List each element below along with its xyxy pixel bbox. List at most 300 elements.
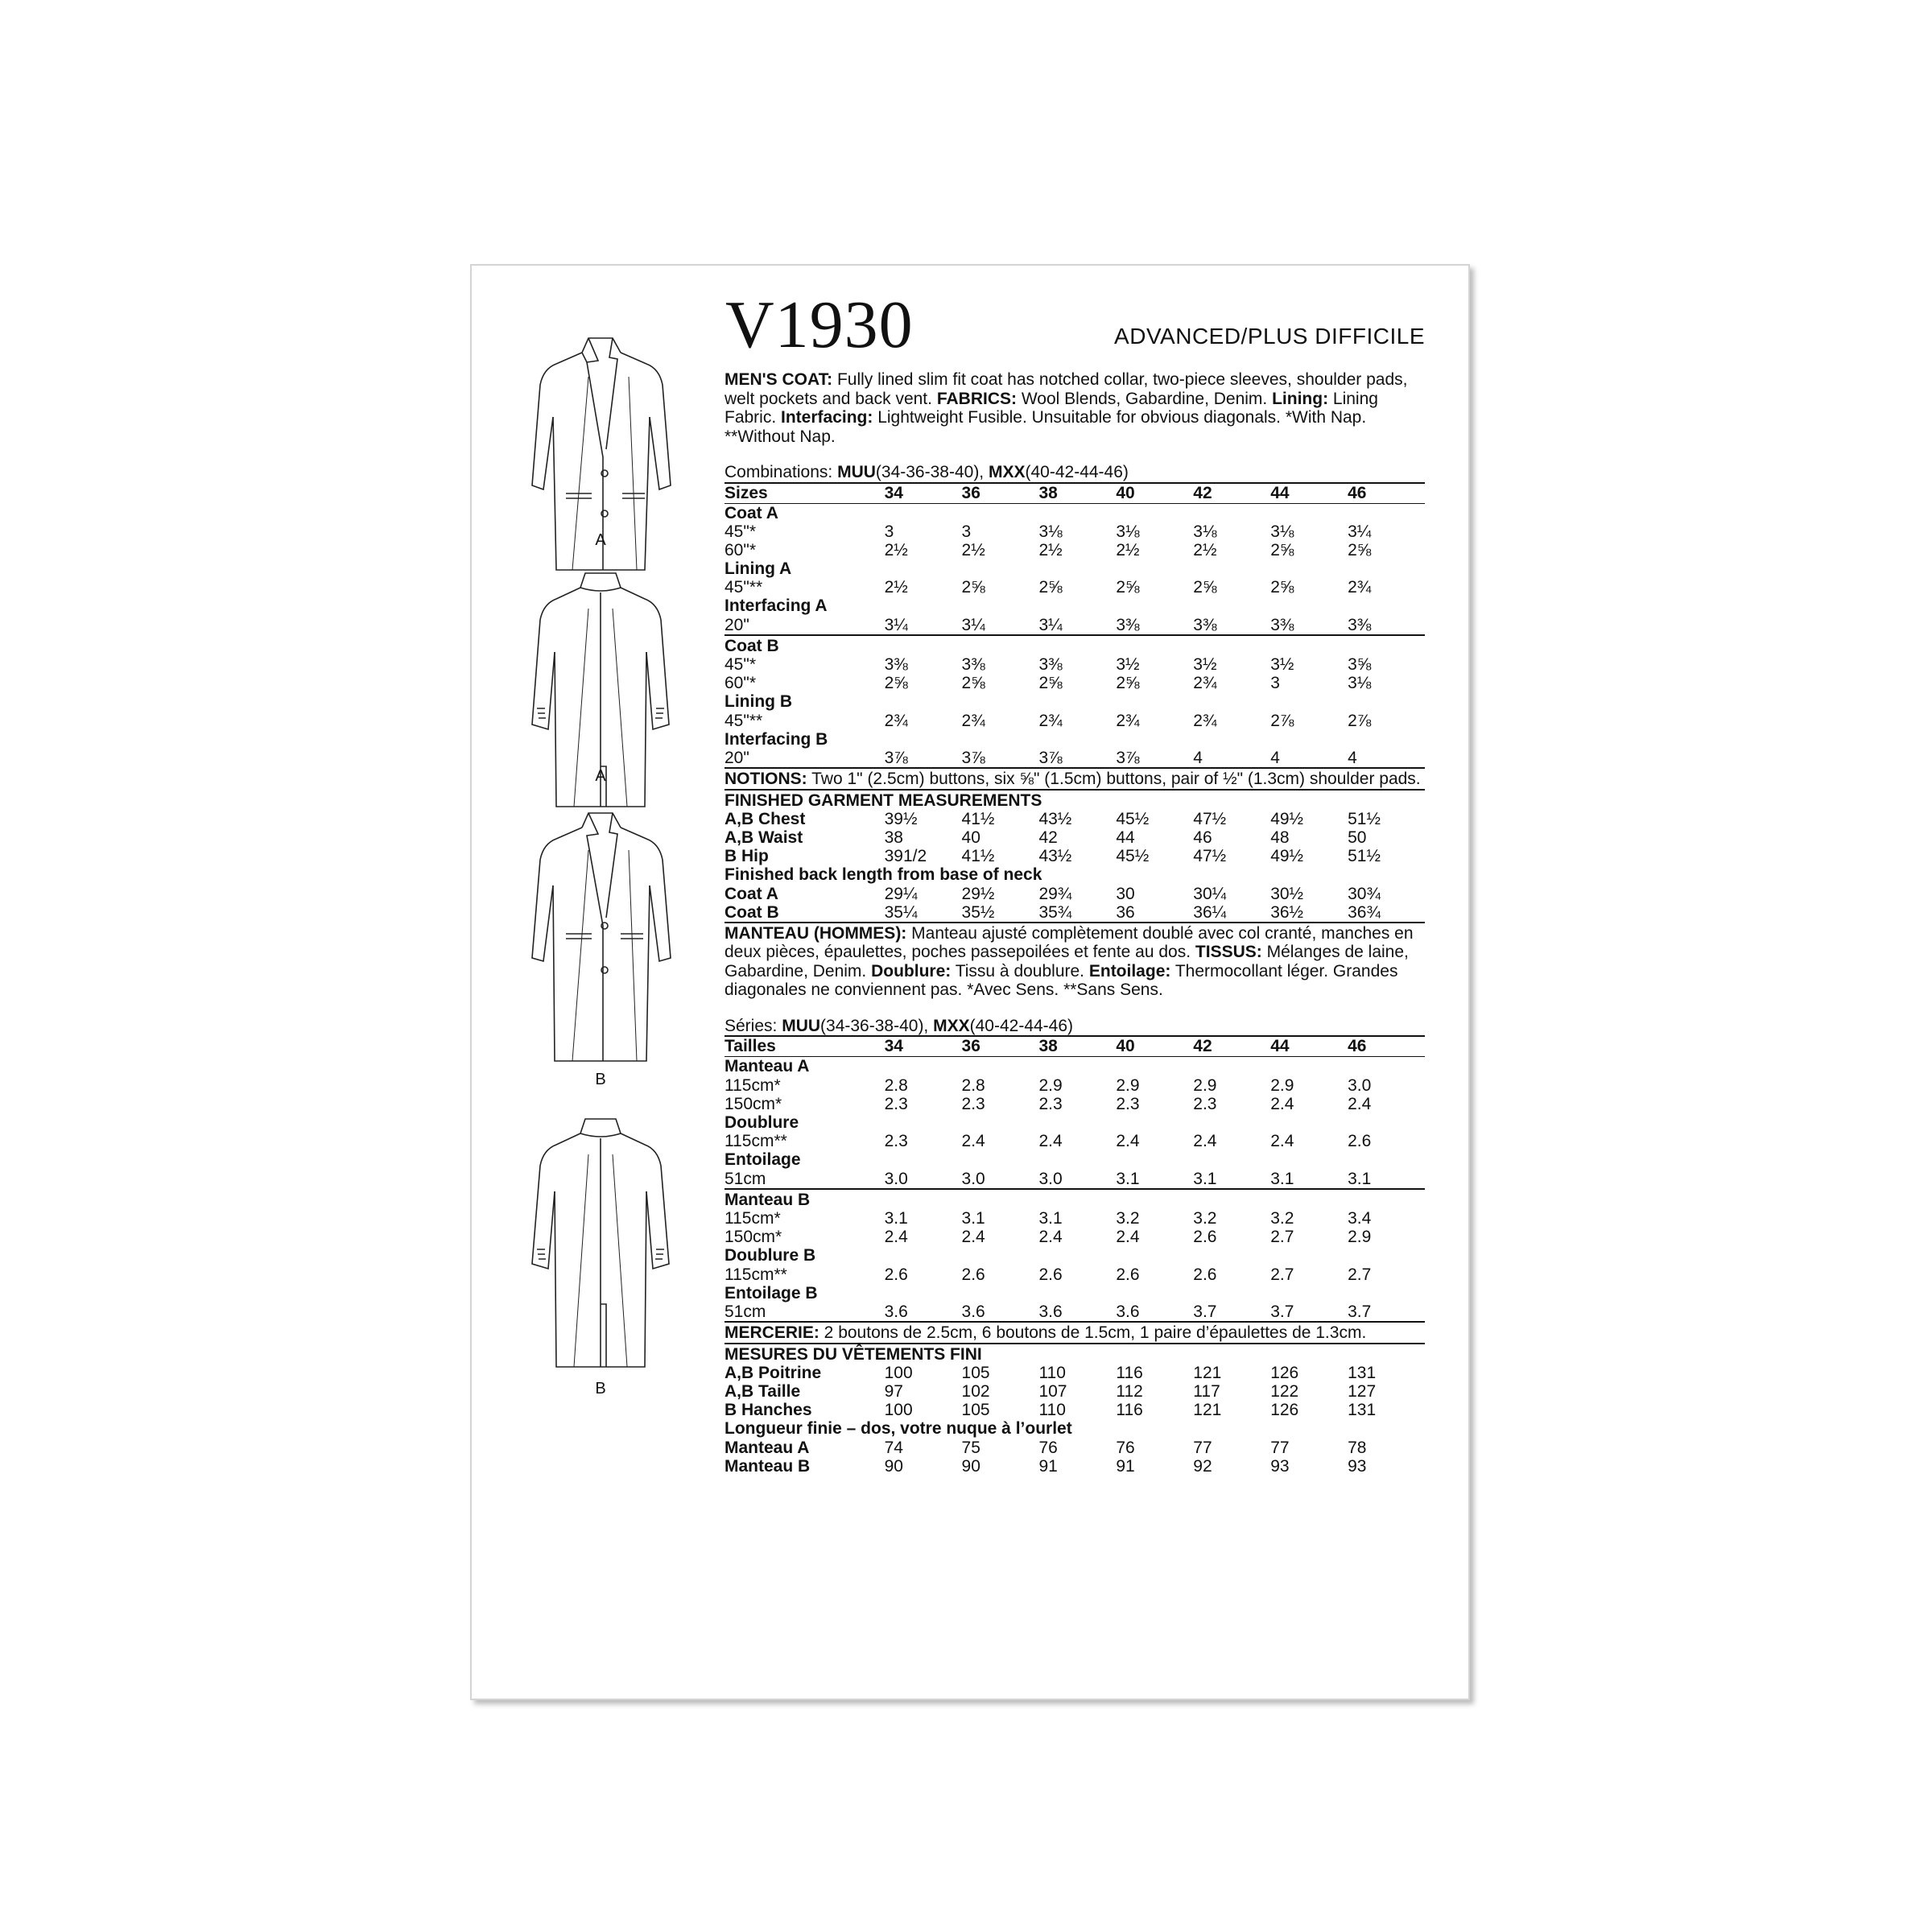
value-cell: 36¾ [1348, 902, 1381, 922]
value-cell: 3.2 [1270, 1208, 1294, 1228]
yardage-group-title: Interfacing A [724, 597, 828, 616]
pattern-number: V1930 [725, 287, 914, 362]
value-cell: 2.9 [1270, 1075, 1294, 1095]
size-header-cell: 34 [884, 483, 903, 502]
value-cell: 2.4 [884, 1228, 908, 1247]
value-cell: 3.0 [1348, 1075, 1372, 1095]
row-label: A,B Waist [724, 828, 803, 847]
value-cell: 116 [1116, 1363, 1143, 1382]
value-cell: 2½ [1116, 540, 1140, 559]
value-cell: 3⅝ [1348, 655, 1372, 674]
value-cell: 76 [1038, 1438, 1058, 1457]
value-cell: 47½ [1193, 809, 1227, 828]
finished-measurements-title: MESURES DU VÊTEMENTS FINI [724, 1344, 982, 1364]
value-cell: 36½ [1270, 902, 1304, 922]
measurement-row [724, 1382, 1425, 1401]
value-cell: 100 [884, 1401, 913, 1420]
back-length-row [724, 1457, 1425, 1476]
row-label: 60"* [724, 540, 756, 559]
row-label: 45"* [724, 655, 756, 674]
value-cell: 3¼ [961, 615, 985, 634]
value-cell: 4 [1193, 748, 1203, 767]
value-cell: 2⅝ [1038, 578, 1063, 597]
yardage-group-title: Doublure [724, 1113, 799, 1132]
yardage-row [724, 541, 1425, 559]
value-cell: 3⅛ [1116, 522, 1140, 541]
french-combinations: Séries: MUU(34-36-38-40), MXX(40-42-44-46) [724, 1016, 1074, 1035]
back-length-title: Finished back length from base of neck [724, 865, 1042, 885]
value-cell: 3⅜ [1270, 615, 1294, 634]
coat-back-short-icon [508, 564, 693, 829]
size-header-cell: 44 [1270, 1037, 1290, 1056]
value-cell: 3½ [1193, 655, 1217, 674]
value-cell: 29¼ [884, 884, 918, 903]
value-cell: 3⅜ [961, 655, 985, 674]
row-label: 20" [724, 615, 749, 634]
value-cell: 131 [1348, 1401, 1377, 1420]
value-cell: 36 [1116, 902, 1135, 922]
value-cell: 3¼ [1348, 522, 1372, 541]
value-cell: 2⅞ [1348, 711, 1372, 730]
yardage-row [724, 1095, 1425, 1113]
value-cell: 2½ [884, 540, 908, 559]
value-cell: 2.6 [1116, 1265, 1140, 1284]
yardage-b-section [724, 1188, 1425, 1321]
value-cell: 2⅝ [1193, 578, 1217, 597]
value-cell: 2.6 [961, 1265, 985, 1284]
size-header-cell: 40 [1116, 1037, 1135, 1056]
value-cell: 2¾ [1038, 711, 1063, 730]
value-cell: 36¼ [1193, 902, 1227, 922]
english-description: MEN'S COAT: Fully lined slim fit coat has notched collar, two-piece sleeves, shoulder pads, welt pockets and back vent. FABRICS: Wool Blends, Gabardine, Denim. Lining: Lining Fabric. Interfacing: Lightweight Fusible. Unsuitable for obvious diagonals. *With Nap. **Without Nap. [724, 370, 1408, 446]
row-label: Coat B [724, 902, 779, 922]
row-label: 45"** [724, 578, 763, 597]
row-label: A,B Chest [724, 809, 806, 828]
value-cell: 90 [961, 1456, 980, 1476]
value-cell: 2.6 [1038, 1265, 1063, 1284]
value-cell: 3.1 [1116, 1169, 1140, 1188]
value-cell: 2¾ [1193, 674, 1217, 693]
value-cell: 97 [884, 1381, 903, 1401]
value-cell: 39½ [884, 809, 918, 828]
value-cell: 105 [961, 1401, 990, 1420]
value-cell: 3⅜ [884, 655, 908, 674]
value-cell: 51½ [1348, 847, 1381, 866]
yardage-row [724, 1228, 1425, 1246]
figure-label: B [595, 1071, 606, 1088]
value-cell: 2.3 [1038, 1094, 1063, 1113]
sizes-header-row [724, 482, 1425, 504]
yardage-row [724, 616, 1425, 634]
value-cell: 51½ [1348, 809, 1381, 828]
value-cell: 46 [1193, 828, 1212, 847]
value-cell: 30¼ [1193, 884, 1227, 903]
coat-b-front-illustration [508, 805, 693, 1071]
size-header-cell: 36 [961, 483, 980, 502]
value-cell: 2.4 [1116, 1228, 1140, 1247]
size-header-cell: 36 [961, 1037, 980, 1056]
yardage-row [724, 749, 1425, 767]
value-cell: 122 [1270, 1381, 1299, 1401]
value-cell: 49½ [1270, 809, 1304, 828]
figure-label: A [595, 767, 606, 785]
row-label: 51cm [724, 1302, 766, 1321]
coat-back-long-icon [508, 1111, 693, 1377]
size-header-cell: 46 [1348, 1037, 1367, 1056]
value-cell: 30 [1116, 884, 1135, 903]
figure-label: A [595, 531, 606, 549]
value-cell: 29¾ [1038, 884, 1072, 903]
value-cell: 3 [884, 522, 894, 541]
value-cell: 38 [884, 828, 903, 847]
value-cell: 76 [1116, 1438, 1135, 1457]
value-cell: 48 [1270, 828, 1290, 847]
value-cell: 3¼ [884, 615, 908, 634]
coat-front-long-icon [508, 805, 693, 1071]
value-cell: 3¼ [1038, 615, 1063, 634]
value-cell: 91 [1116, 1456, 1135, 1476]
value-cell: 2¾ [1116, 711, 1140, 730]
sizes-header-row [724, 1035, 1425, 1057]
value-cell: 2.6 [1193, 1265, 1217, 1284]
notions-label: NOTIONS: [724, 770, 807, 789]
yardage-group-title: Coat B [724, 636, 779, 655]
value-cell: 2.4 [1038, 1228, 1063, 1247]
english-combinations: Combinations: MUU(34-36-38-40), MXX(40-42-44-46) [724, 463, 1129, 481]
value-cell: 2.6 [1193, 1228, 1217, 1247]
value-cell: 2⅞ [1270, 711, 1294, 730]
value-cell: 93 [1270, 1456, 1290, 1476]
value-cell: 3.6 [1116, 1302, 1140, 1321]
yardage-row [724, 1209, 1425, 1228]
yardage-row [724, 674, 1425, 692]
value-cell: 3⅛ [1270, 522, 1294, 541]
value-cell: 2.3 [1193, 1094, 1217, 1113]
coat-a-front-illustration [508, 328, 693, 594]
yardage-group-title: Lining A [724, 559, 792, 579]
value-cell: 3 [961, 522, 972, 541]
value-cell: 35¾ [1038, 902, 1072, 922]
value-cell: 3.2 [1193, 1208, 1217, 1228]
value-cell: 117 [1193, 1381, 1220, 1401]
pattern-envelope-back [470, 264, 1470, 1700]
value-cell: 2⅝ [884, 674, 908, 693]
value-cell: 2⅝ [1116, 578, 1140, 597]
value-cell: 3⅛ [1038, 522, 1063, 541]
value-cell: 78 [1348, 1438, 1367, 1457]
measurement-row [724, 847, 1425, 865]
value-cell: 3⅞ [1116, 748, 1140, 767]
value-cell: 2.3 [1116, 1094, 1140, 1113]
value-cell: 2¾ [1193, 711, 1217, 730]
value-cell: 2.9 [1193, 1075, 1217, 1095]
row-label: 115cm* [724, 1075, 781, 1095]
row-label: A,B Taille [724, 1381, 801, 1401]
value-cell: 2.4 [1038, 1132, 1063, 1151]
notions-block [724, 767, 1425, 789]
value-cell: 121 [1193, 1401, 1222, 1420]
value-cell: 92 [1193, 1456, 1212, 1476]
row-label: Manteau A [724, 1438, 810, 1457]
yardage-row [724, 1132, 1425, 1150]
value-cell: 2.4 [961, 1132, 985, 1151]
notions-text [724, 1323, 1425, 1343]
yardage-group-title: Entoilage B [724, 1283, 818, 1302]
size-header-cell: 34 [884, 1037, 903, 1056]
value-cell: 2⅝ [1116, 674, 1140, 693]
yardage-row [724, 522, 1425, 541]
row-label: 150cm* [724, 1228, 782, 1247]
yardage-group-title: Lining B [724, 692, 792, 712]
back-length-row [724, 903, 1425, 922]
value-cell: 45½ [1116, 809, 1150, 828]
value-cell: 2¾ [961, 711, 985, 730]
yardage-group-title: Doublure B [724, 1246, 816, 1265]
value-cell: 3⅜ [1116, 615, 1140, 634]
value-cell: 50 [1348, 828, 1367, 847]
value-cell: 44 [1116, 828, 1135, 847]
value-cell: 75 [961, 1438, 980, 1457]
difficulty-level: ADVANCED/PLUS DIFFICILE [1114, 324, 1425, 349]
value-cell: 77 [1270, 1438, 1290, 1457]
notions-body: Two 1" (2.5cm) buttons, six ⅝" (1.5cm) buttons, pair of ½" (1.3cm) shoulder pads. [807, 770, 1421, 789]
yardage-row [724, 655, 1425, 674]
value-cell: 2.6 [1348, 1132, 1372, 1151]
yardage-row [724, 1302, 1425, 1321]
value-cell: 116 [1116, 1401, 1143, 1420]
value-cell: 41½ [961, 847, 995, 866]
size-header-cell: 44 [1270, 483, 1290, 502]
yardage-group-title: Coat A [724, 503, 778, 522]
row-label: 115cm** [724, 1265, 787, 1284]
yardage-row [724, 1170, 1425, 1188]
coat-a-back-illustration [508, 564, 693, 829]
value-cell: 3⅜ [1193, 615, 1217, 634]
value-cell: 41½ [961, 809, 995, 828]
value-cell: 126 [1270, 1401, 1299, 1420]
row-label: 115cm* [724, 1208, 781, 1228]
yardage-group-title: Interfacing B [724, 729, 828, 749]
yardage-b-section [724, 634, 1425, 767]
value-cell: 107 [1038, 1381, 1067, 1401]
value-cell: 40 [961, 828, 980, 847]
value-cell: 4 [1270, 748, 1280, 767]
value-cell: 3.1 [961, 1208, 985, 1228]
value-cell: 49½ [1270, 847, 1304, 866]
value-cell: 2⅝ [1348, 540, 1372, 559]
size-header-cell: 40 [1116, 483, 1135, 502]
sizes-label: Sizes [724, 483, 768, 502]
value-cell: 3.1 [1270, 1169, 1294, 1188]
value-cell: 77 [1193, 1438, 1212, 1457]
notions-text [724, 770, 1425, 789]
value-cell: 43½ [1038, 847, 1072, 866]
english-yardage-table [724, 482, 1425, 922]
value-cell: 3.6 [884, 1302, 908, 1321]
value-cell: 2.7 [1348, 1265, 1372, 1284]
value-cell: 121 [1193, 1363, 1222, 1382]
value-cell: 105 [961, 1363, 990, 1382]
value-cell: 2⅝ [961, 674, 985, 693]
row-label: 20" [724, 748, 749, 767]
back-length-row [724, 885, 1425, 903]
finished-measurements-title: FINISHED GARMENT MEASUREMENTS [724, 791, 1042, 810]
value-cell: 110 [1038, 1363, 1066, 1382]
value-cell: 3⅜ [1348, 615, 1372, 634]
value-cell: 3.1 [1038, 1208, 1063, 1228]
value-cell: 3.1 [1193, 1169, 1217, 1188]
measurement-row [724, 810, 1425, 828]
value-cell: 100 [884, 1363, 913, 1382]
french-description: MANTEAU (HOMMES): Manteau ajusté complètement doublé avec col cranté, manches en deux pièces, épaulettes, poches passepoilées et fente au dos. TISSUS: Mélanges de laine, Gabardine, Denim. Doublure: Tissu à doublure. Entoilage: Thermocollant léger. Grandes diagonales ne conviennent pas. *Avec Sens. **Sans Sens. [724, 923, 1414, 1000]
value-cell: 3½ [1116, 655, 1140, 674]
value-cell: 3.2 [1116, 1208, 1140, 1228]
value-cell: 2⅝ [961, 578, 985, 597]
value-cell: 93 [1348, 1456, 1367, 1476]
value-cell: 3⅞ [884, 748, 908, 767]
back-length-row [724, 1439, 1425, 1457]
finished-measurements-block [724, 789, 1425, 922]
value-cell: 2.4 [1270, 1132, 1294, 1151]
value-cell: 391/2 [884, 847, 927, 866]
row-label: 45"** [724, 711, 763, 730]
value-cell: 3⅞ [961, 748, 985, 767]
row-label: A,B Poitrine [724, 1363, 822, 1382]
value-cell: 3⅜ [1038, 655, 1063, 674]
measurement-row [724, 1364, 1425, 1382]
value-cell: 2¾ [1348, 578, 1372, 597]
value-cell: 3.1 [884, 1208, 908, 1228]
value-cell: 2½ [1193, 540, 1217, 559]
size-header-cell: 42 [1193, 483, 1212, 502]
value-cell: 2.3 [884, 1132, 908, 1151]
value-cell: 3.1 [1348, 1169, 1372, 1188]
value-cell: 45½ [1116, 847, 1150, 866]
notions-label: MERCERIE: [724, 1323, 819, 1343]
value-cell: 131 [1348, 1363, 1377, 1382]
value-cell: 2½ [961, 540, 985, 559]
value-cell: 30¾ [1348, 884, 1381, 903]
value-cell: 3.0 [1038, 1169, 1063, 1188]
value-cell: 2.7 [1270, 1265, 1294, 1284]
value-cell: 90 [884, 1456, 903, 1476]
yardage-group-title: Entoilage [724, 1150, 801, 1170]
value-cell: 35¼ [884, 902, 918, 922]
yardage-row [724, 1265, 1425, 1284]
notions-block [724, 1321, 1425, 1343]
row-label: 60"* [724, 674, 756, 693]
value-cell: 2.4 [1193, 1132, 1217, 1151]
yardage-row [724, 712, 1425, 730]
value-cell: 3.4 [1348, 1208, 1372, 1228]
value-cell: 3.0 [884, 1169, 908, 1188]
value-cell: 2.4 [1348, 1094, 1372, 1113]
yardage-row [724, 1076, 1425, 1095]
value-cell: 2⅝ [1038, 674, 1063, 693]
value-cell: 47½ [1193, 847, 1227, 866]
size-header-cell: 42 [1193, 1037, 1212, 1056]
yardage-row [724, 578, 1425, 597]
yardage-group-title: Manteau A [724, 1057, 810, 1076]
value-cell: 3.6 [961, 1302, 985, 1321]
value-cell: 3.7 [1270, 1302, 1294, 1321]
value-cell: 2.9 [1348, 1228, 1372, 1247]
finished-measurements-block [724, 1343, 1425, 1476]
value-cell: 2.4 [1270, 1094, 1294, 1113]
value-cell: 2⅝ [1270, 540, 1294, 559]
size-header-cell: 38 [1038, 1037, 1058, 1056]
value-cell: 91 [1038, 1456, 1058, 1476]
pattern-info-column [724, 370, 1425, 1476]
value-cell: 2.9 [1116, 1075, 1140, 1095]
row-label: 45"* [724, 522, 756, 541]
row-label: 51cm [724, 1169, 766, 1188]
value-cell: 2.9 [1038, 1075, 1063, 1095]
french-yardage-table [724, 1035, 1425, 1475]
value-cell: 74 [884, 1438, 903, 1457]
coat-front-short-icon [508, 328, 693, 594]
measurement-row [724, 1401, 1425, 1419]
value-cell: 3⅛ [1193, 522, 1217, 541]
notions-body: 2 boutons de 2.5cm, 6 boutons de 1.5cm, 1 paire d’épaulettes de 1.3cm. [819, 1323, 1367, 1343]
french-description-block [724, 922, 1425, 1000]
row-label: B Hanches [724, 1401, 812, 1420]
value-cell: 2.4 [1116, 1132, 1140, 1151]
yardage-group-title: Manteau B [724, 1190, 811, 1209]
value-cell: 126 [1270, 1363, 1299, 1382]
sizes-label: Tailles [724, 1037, 776, 1056]
size-header-cell: 38 [1038, 483, 1058, 502]
value-cell: 3½ [1270, 655, 1294, 674]
value-cell: 102 [961, 1381, 990, 1401]
value-cell: 2½ [884, 578, 908, 597]
value-cell: 2.8 [961, 1075, 985, 1095]
value-cell: 3.7 [1348, 1302, 1372, 1321]
value-cell: 2.7 [1270, 1228, 1294, 1247]
value-cell: 2½ [1038, 540, 1063, 559]
row-label: Manteau B [724, 1456, 811, 1476]
value-cell: 3 [1270, 674, 1280, 693]
value-cell: 43½ [1038, 809, 1072, 828]
value-cell: 3.6 [1038, 1302, 1063, 1321]
value-cell: 3⅛ [1348, 674, 1372, 693]
figure-label: B [595, 1380, 606, 1397]
value-cell: 112 [1116, 1381, 1143, 1401]
value-cell: 2.4 [961, 1228, 985, 1247]
value-cell: 127 [1348, 1381, 1377, 1401]
value-cell: 2.6 [884, 1265, 908, 1284]
row-label: 150cm* [724, 1094, 782, 1113]
value-cell: 3.0 [961, 1169, 985, 1188]
value-cell: 3⅞ [1038, 748, 1063, 767]
value-cell: 35½ [961, 902, 995, 922]
value-cell: 2.8 [884, 1075, 908, 1095]
value-cell: 4 [1348, 748, 1357, 767]
coat-b-back-illustration [508, 1111, 693, 1377]
value-cell: 3.7 [1193, 1302, 1217, 1321]
value-cell: 29½ [961, 884, 995, 903]
value-cell: 2¾ [884, 711, 908, 730]
measurement-row [724, 828, 1425, 847]
row-label: 115cm** [724, 1132, 787, 1151]
row-label: Coat A [724, 884, 778, 903]
back-length-title: Longueur finie – dos, votre nuque à l’ourlet [724, 1419, 1072, 1439]
size-header-cell: 46 [1348, 483, 1367, 502]
value-cell: 42 [1038, 828, 1058, 847]
value-cell: 110 [1038, 1401, 1066, 1420]
value-cell: 2.3 [961, 1094, 985, 1113]
value-cell: 2.3 [884, 1094, 908, 1113]
